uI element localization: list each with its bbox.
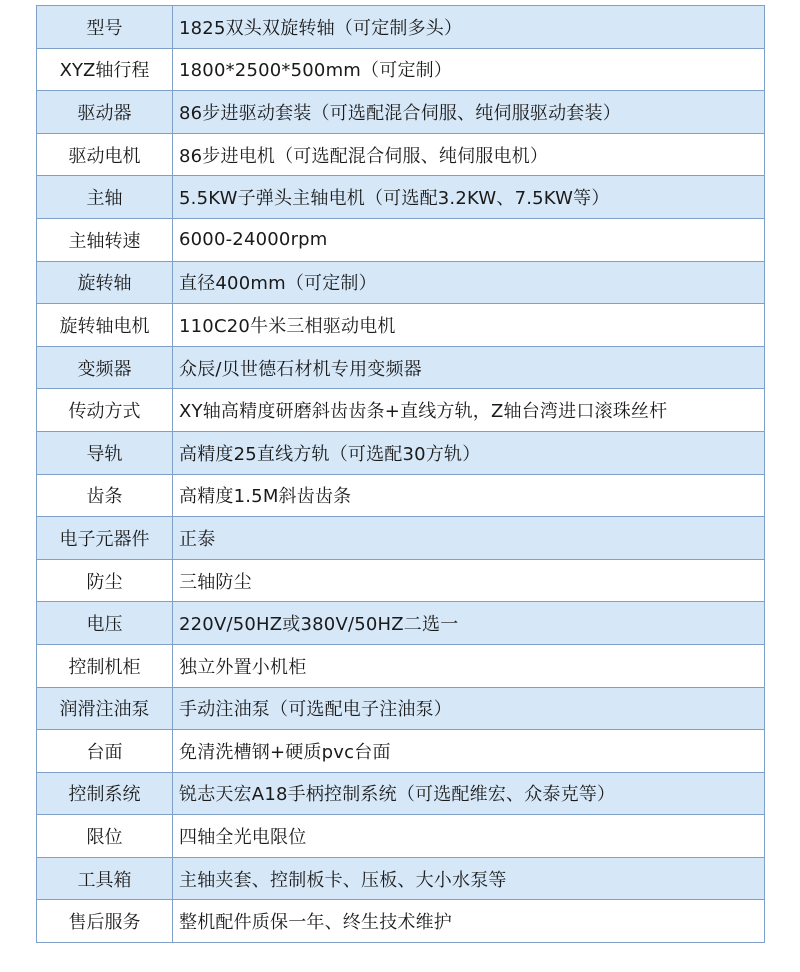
spec-key: 旋转轴	[37, 261, 173, 304]
table-row	[37, 176, 765, 219]
spec-value: 手动注油泵（可选配电子注油泵）	[173, 687, 765, 730]
table-row	[37, 900, 765, 943]
spec-key: 齿条	[37, 474, 173, 517]
table-row	[37, 304, 765, 347]
table-row	[37, 644, 765, 687]
spec-value: 直径400mm（可定制）	[173, 261, 765, 304]
spec-value: 1800*2500*500mm（可定制）	[173, 48, 765, 91]
table-row	[37, 474, 765, 517]
spec-value: 锐志天宏A18手柄控制系统（可选配维宏、众泰克等）	[173, 772, 765, 815]
table-row	[37, 261, 765, 304]
spec-key: 限位	[37, 815, 173, 858]
table-row	[37, 48, 765, 91]
table-row	[37, 91, 765, 134]
table-row	[37, 815, 765, 858]
spec-key: 控制机柜	[37, 644, 173, 687]
spec-key: 传动方式	[37, 389, 173, 432]
spec-key: 型号	[37, 6, 173, 49]
spec-value: 高精度1.5M斜齿齿条	[173, 474, 765, 517]
spec-value: 正泰	[173, 517, 765, 560]
table-row	[37, 559, 765, 602]
spec-key: XYZ轴行程	[37, 48, 173, 91]
spec-value: 6000-24000rpm	[173, 218, 765, 261]
table-row	[37, 517, 765, 560]
table-row	[37, 389, 765, 432]
spec-value: 86步进电机（可选配混合伺服、纯伺服电机）	[173, 133, 765, 176]
table-row	[37, 857, 765, 900]
spec-value: 1825双头双旋转轴（可定制多头）	[173, 6, 765, 49]
table-row	[37, 730, 765, 773]
table-row	[37, 346, 765, 389]
spec-key: 导轨	[37, 431, 173, 474]
spec-key: 润滑注油泵	[37, 687, 173, 730]
spec-key: 驱动电机	[37, 133, 173, 176]
spec-value: 四轴全光电限位	[173, 815, 765, 858]
spec-key: 工具箱	[37, 857, 173, 900]
spec-key: 控制系统	[37, 772, 173, 815]
spec-value: XY轴高精度研磨斜齿齿条+直线方轨，Z轴台湾进口滚珠丝杆	[173, 389, 765, 432]
spec-key: 旋转轴电机	[37, 304, 173, 347]
spec-key: 台面	[37, 730, 173, 773]
spec-value: 110C20牛米三相驱动电机	[173, 304, 765, 347]
spec-key: 主轴	[37, 176, 173, 219]
spec-value: 主轴夹套、控制板卡、压板、大小水泵等	[173, 857, 765, 900]
spec-value: 整机配件质保一年、终生技术维护	[173, 900, 765, 943]
table-row	[37, 687, 765, 730]
table-row	[37, 218, 765, 261]
table-row	[37, 431, 765, 474]
spec-value: 免清洗槽钢+硬质pvc台面	[173, 730, 765, 773]
spec-key: 电子元器件	[37, 517, 173, 560]
spec-key: 防尘	[37, 559, 173, 602]
spec-key: 电压	[37, 602, 173, 645]
spec-value: 众辰/贝世德石材机专用变频器	[173, 346, 765, 389]
spec-key: 主轴转速	[37, 218, 173, 261]
table-row	[37, 602, 765, 645]
spec-table	[36, 5, 765, 943]
table-row	[37, 772, 765, 815]
spec-value: 5.5KW子弹头主轴电机（可选配3.2KW、7.5KW等）	[173, 176, 765, 219]
spec-key: 售后服务	[37, 900, 173, 943]
spec-key: 变频器	[37, 346, 173, 389]
spec-value: 220V/50HZ或380V/50HZ二选一	[173, 602, 765, 645]
table-row	[37, 6, 765, 49]
spec-value: 高精度25直线方轨（可选配30方轨）	[173, 431, 765, 474]
spec-value: 86步进驱动套装（可选配混合伺服、纯伺服驱动套装）	[173, 91, 765, 134]
spec-key: 驱动器	[37, 91, 173, 134]
table-row	[37, 133, 765, 176]
spec-value: 三轴防尘	[173, 559, 765, 602]
spec-value: 独立外置小机柜	[173, 644, 765, 687]
